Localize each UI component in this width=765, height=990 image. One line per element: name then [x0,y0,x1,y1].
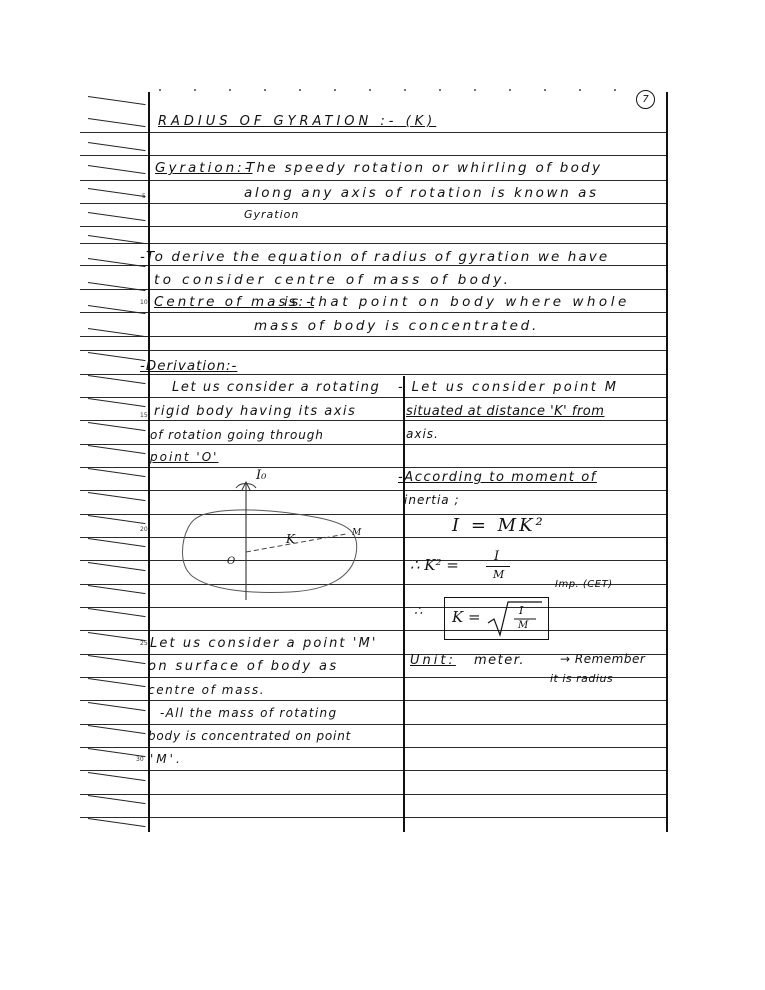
m-label: M [352,528,362,538]
margin-tick [88,538,146,547]
k-label: K [286,532,295,546]
line-number: 30 [136,756,144,763]
ruled-line [80,607,668,608]
derivation-right-line1: - Let us consider point M [398,380,619,395]
margin-tick [88,585,146,594]
gyration-line3: Gyration [244,208,300,221]
margin-tick [88,96,146,105]
derivation-left-line4: point 'O' [150,450,219,464]
centre-line2: mass of body is concentrated. [254,318,540,334]
unit-value: meter. [474,653,526,668]
margin-tick [88,772,146,781]
ruled-line [80,203,668,204]
equation-k-denominator: M [518,620,529,631]
centre-line1: is that point on body where whole [284,294,630,310]
ruled-line [80,180,668,181]
equation-k-numerator: I [519,604,524,617]
gyration-line1: The speedy rotation or whirling of body [246,160,603,176]
margin-tick [88,142,146,151]
ruled-line [80,420,668,421]
margin-tick [88,702,146,711]
margin-tick [88,375,146,384]
ruled-line [80,817,668,818]
margin-tick [88,608,146,617]
axis-label: I₀ [256,468,267,483]
ruled-line [80,537,668,538]
ruled-line [80,490,668,491]
ruled-line [80,514,668,515]
margin-tick [88,655,146,664]
ruled-line [80,132,668,133]
derivation-label: -Derivation:- [140,358,238,374]
margin-tick [88,165,146,174]
margin-tick [88,422,146,431]
ruled-line [80,700,668,701]
centre-label: Centre of mass:- [154,294,314,310]
derivation-left-line1: Let us consider a rotating [172,380,381,395]
square-root-icon [486,599,544,637]
bottom-left-line2: on surface of body as [148,659,339,674]
margin-tick [88,795,146,804]
bottom-left-line5: body is concentrated on point [148,729,352,743]
page-heading: RADIUS OF GYRATION :- (K) [158,114,437,129]
margin-tick [88,515,146,524]
bottom-left-line3: centre of mass. [148,683,266,697]
derivation-right-line2: situated at distance 'K' from [406,404,605,419]
margin-tick [88,632,146,641]
ruled-line [80,350,668,351]
gyration-line2: along any axis of rotation is known as [244,185,599,201]
ruled-line [80,794,668,795]
column-divider [403,376,405,832]
ruled-line [80,155,668,156]
ruled-line [80,747,668,748]
unit-label: Unit: [410,653,456,668]
derivation-left-line3: of rotation going through [150,428,324,442]
ruled-line [80,444,668,445]
equation-k2-prefix: ∴ K² = [410,556,459,574]
ruled-line [80,724,668,725]
equation-i-mk2: I = MK² [452,515,546,536]
bottom-left-line6: 'M'. [150,752,183,766]
fraction-bar [486,566,510,567]
page-number-badge: 7 [636,90,655,109]
ruled-line [80,312,668,313]
derivation-right-line3: axis. [406,427,439,441]
line-number: 25 [140,640,148,647]
margin-tick [88,818,146,827]
ruled-line [80,265,668,266]
radius-line [246,534,346,552]
ruled-line [80,467,668,468]
according-line1: -According to moment of [398,470,597,485]
line-number: 10 [140,299,148,306]
ruled-line [80,374,668,375]
ruled-line [80,560,668,561]
point-o-label: O [227,556,236,567]
bottom-left-line4: -All the mass of rotating [160,706,338,720]
line-number: 5 [142,193,146,200]
ruled-line [80,770,668,771]
equation-k-lhs: K = [452,608,481,626]
remember-note-2: it is radius [550,672,614,685]
according-line2: inertia ; [404,493,460,507]
margin-tick [88,562,146,571]
important-note: Imp. (CET) [555,579,613,590]
margin-tick [88,445,146,454]
ruled-line [80,336,668,337]
equation-k-prefix: ∴ [414,604,423,619]
margin-tick [88,352,146,361]
ruled-line [80,243,668,244]
line-number: 15 [140,412,148,419]
top-dots [150,88,650,92]
margin-tick [88,468,146,477]
rigid-body-diagram [170,470,370,610]
equation-k2-numerator: I [494,549,500,564]
margin-tick [88,725,146,734]
margin-tick [88,118,146,127]
ruled-line [80,397,668,398]
line-number: 20 [140,526,148,533]
ruled-line [80,630,668,631]
body-outline [183,510,357,593]
intro-line1: -To derive the equation of radius of gyration we have [140,249,610,265]
ruled-line [80,289,668,290]
ruled-line [80,226,668,227]
right-edge-line [666,92,668,832]
remember-note: → Remember [560,652,646,666]
bottom-left-line1: Let us consider a point 'M' [150,636,378,651]
equation-k2-denominator: M [493,568,505,581]
derivation-left-line2: rigid body having its axis [154,404,357,419]
margin-tick [88,398,146,407]
margin-tick [88,678,146,687]
margin-tick [88,188,146,197]
margin-tick [88,492,146,501]
margin-tick [88,212,146,221]
intro-line2: to consider centre of mass of body. [154,272,512,288]
gyration-label: Gyration:- [155,160,253,176]
